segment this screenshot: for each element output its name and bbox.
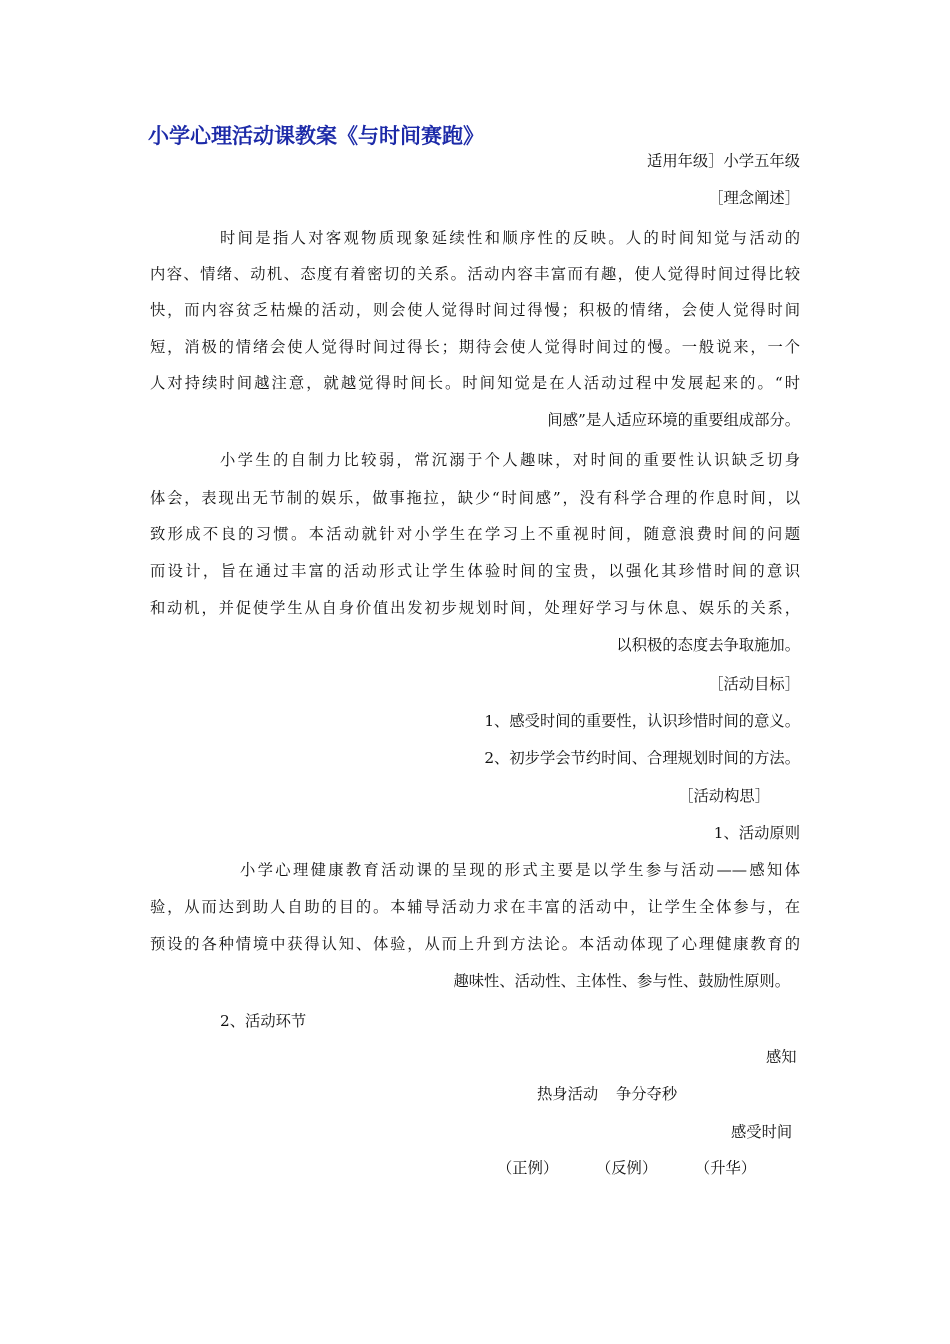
paragraph-line: 快，而内容贫乏枯燥的活动，则会使人觉得时间过得慢；积极的情绪，会使人觉得时间 xyxy=(150,301,800,319)
paragraph-line: 时间是指人对客观物质现象延续性和顺序性的反映。人的时间知觉与活动的 xyxy=(220,229,800,247)
paragraph-line: 小学心理健康教育活动课的呈现的形式主要是以学生参与活动——感知体 xyxy=(240,861,800,879)
paragraph-line: 预设的各种情境中获得认知、体验，从而上升到方法论。本活动体现了心理健康教育的 xyxy=(150,935,800,953)
paragraph-line: 趣味性、活动性、主体性、参与性、鼓励性原则。 xyxy=(453,972,790,990)
diagram-label-positive-example: （正例） xyxy=(497,1159,559,1177)
paragraph-line: 间感”是人适应环境的重要组成部分。 xyxy=(547,411,800,429)
paragraph-line: 以积极的态度去争取施加。 xyxy=(616,636,800,654)
diagram-label-perceive: 感知 xyxy=(766,1048,797,1066)
paragraph-line: 和动机，并促使学生从自身价值出发初步规划时间，处理好学习与休息、娱乐的关系， xyxy=(150,599,800,617)
paragraph-line: 致形成不良的习惯。本活动就针对小学生在学习上不重视时间，随意浪费时间的问题 xyxy=(150,525,800,543)
paragraph-line: 短，消极的情绪会使人觉得时间过得长；期待会使人觉得时间过的慢。一般说来，一个 xyxy=(150,338,800,356)
diagram-label-negative-example: （反例） xyxy=(595,1159,658,1177)
section-heading-concept: ［理念阐述］ xyxy=(708,189,800,207)
section-heading-design: ［活动构思］ xyxy=(678,787,770,805)
paragraph-line: 体会，表现出无节制的娱乐，做事拖拉，缺少“时间感”，没有科学合理的作息时间，以 xyxy=(150,489,800,507)
grade-line: 适用年级］小学五年级 xyxy=(647,152,800,170)
diagram-label-race: 争分夺秒 xyxy=(615,1085,678,1103)
section-heading-goals: ［活动目标］ xyxy=(708,675,800,693)
diagram-row-warmup xyxy=(537,1084,677,1104)
diagram-label-feel-time: 感受时间 xyxy=(731,1123,793,1141)
paragraph-line: 小学生的自制力比较弱，常沉溺于个人趣味，对时间的重要性认识缺乏切身 xyxy=(220,451,800,469)
steps-heading: 2、活动环节 xyxy=(220,1012,307,1030)
paragraph-line: 人对持续时间越注意，就越觉得时间长。时间知觉是在人活动过程中发展起来的。“时 xyxy=(150,374,800,392)
goal-item: 2、初步学会节约时间、合理规划时间的方法。 xyxy=(484,749,800,767)
document-title: 小学心理活动课教案《与时间赛跑》 xyxy=(148,124,484,148)
paragraph-line: 内容、情绪、动机、态度有着密切的关系。活动内容丰富而有趣，使人觉得时间过得比较 xyxy=(150,265,800,283)
diagram-label-sublimation: （升华） xyxy=(694,1159,757,1177)
paragraph-line: 验，从而达到助人自助的目的。本辅导活动力求在丰富的活动中，让学生全体参与，在 xyxy=(150,898,800,916)
paragraph-line: 而设计，旨在通过丰富的活动形式让学生体验时间的宝贵，以强化其珍惜时间的意识 xyxy=(150,562,800,580)
principle-heading: 1、活动原则 xyxy=(713,824,800,842)
goal-item: 1、感受时间的重要性，认识珍惜时间的意义。 xyxy=(484,712,800,730)
diagram-row-examples xyxy=(497,1158,756,1178)
diagram-label-warmup: 热身活动 xyxy=(537,1085,599,1103)
